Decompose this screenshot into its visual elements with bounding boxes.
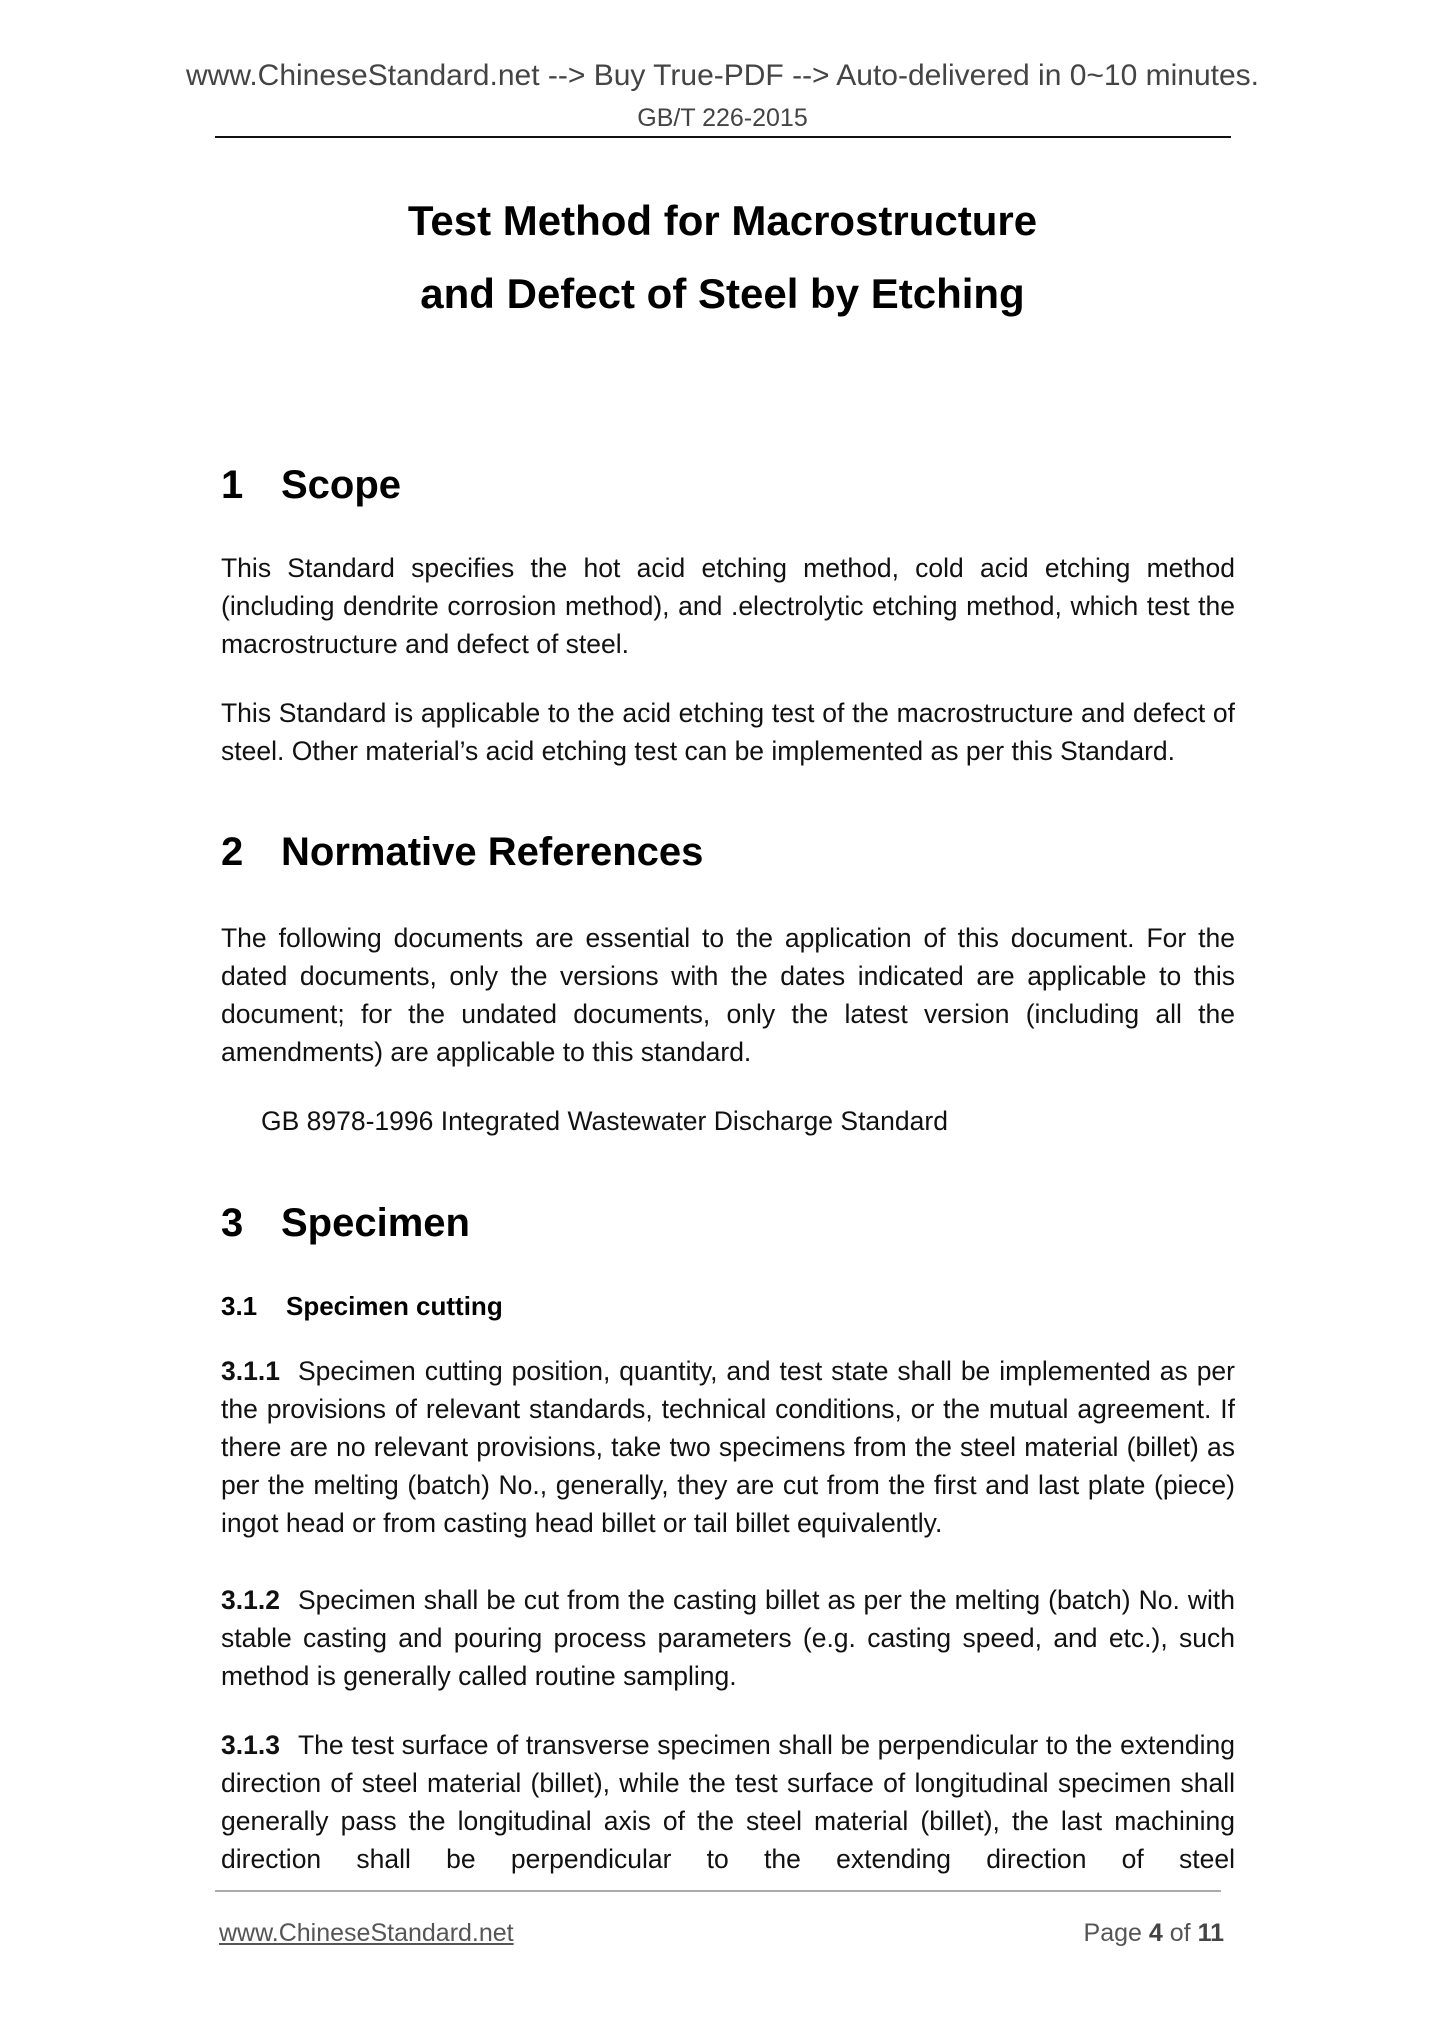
scope-paragraph-1: This Standard specifies the hot acid etching method, cold acid etching method (including dendrite corrosion method), and .electrolytic etching method, which test the macrostructure and defect of steel.	[221, 553, 1235, 659]
subsection-title: Specimen cutting	[286, 1291, 503, 1321]
section-number: 3	[221, 1201, 244, 1245]
section-title: Specimen	[281, 1201, 470, 1245]
page-total: 11	[1197, 1919, 1224, 1947]
clause-3-1-2	[221, 1581, 1235, 1695]
subsection-number: 3.1	[221, 1291, 258, 1321]
section-title: Normative References	[281, 830, 704, 874]
clause-number: 3.1.1	[221, 1356, 280, 1386]
page-of: of	[1169, 1919, 1191, 1947]
footer-website-link[interactable]: www.ChineseStandard.net	[219, 1919, 514, 1947]
scope-paragraph-2: This Standard is applicable to the acid etching test of the macrostructure and defect of steel. Other material’s acid etching test can be implemented as per this Standard.	[221, 698, 1235, 766]
normative-references-paragraph: The following documents are essential to the application of this document. For the dated documents, only the versions with the dates indicated are applicable to this document; for the undated documents, only the latest version (including all the amendments) are applicable to this standard.	[221, 923, 1235, 1067]
clause-3-1-3	[221, 1726, 1235, 1878]
clause-text: Specimen cutting position, quantity, and test state shall be implemented as per the provisions of relevant standards, technical conditions, or the mutual agreement. If there are no relevant provisions, take two specimens from the steel material (billet) as per the melting (batch) No., generally, they are cut from the first and last plate (piece) ingot head or from casting head billet or tail billet equivalently.	[221, 1356, 1235, 1538]
section-1-heading	[221, 462, 401, 508]
standard-code: GB/T 226-2015	[637, 104, 808, 132]
clause-3-1-1	[221, 1352, 1235, 1542]
section-title: Scope	[281, 463, 402, 507]
reference-item: GB 8978-1996 Integrated Wastewater Discharge Standard	[261, 1106, 948, 1136]
document-title-line-2: and Defect of Steel by Etching	[420, 270, 1025, 317]
section-number: 2	[221, 830, 244, 874]
clause-number: 3.1.3	[221, 1730, 280, 1760]
page-prefix: Page	[1083, 1919, 1142, 1947]
section-2-heading	[221, 829, 703, 875]
section-3-heading	[221, 1200, 470, 1246]
document-title-line-1: Test Method for Macrostructure	[407, 197, 1038, 244]
clause-text: Specimen shall be cut from the casting billet as per the melting (batch) No. with stable casting and pouring process parameters (e.g. casting speed, and etc.), such method is generally called routine sampling.	[221, 1585, 1235, 1691]
page-current: 4	[1148, 1919, 1163, 1947]
header-banner: www.ChineseStandard.net --> Buy True-PDF --> Auto-delivered in 0~10 minutes.	[185, 59, 1260, 92]
subsection-3-1-heading	[221, 1291, 503, 1321]
section-number: 1	[221, 463, 244, 507]
header-divider	[215, 136, 1231, 138]
clause-number: 3.1.2	[221, 1585, 280, 1615]
page-indicator	[1064, 1918, 1224, 1948]
clause-text: The test surface of transverse specimen shall be perpendicular to the extending direction of steel material (billet), while the test surface of longitudinal specimen shall generally pass the longitudinal axis of the steel material (billet), the last machining direction shall be perpendicular to the extending direction of steel	[221, 1730, 1235, 1874]
footer-divider	[215, 1890, 1221, 1892]
